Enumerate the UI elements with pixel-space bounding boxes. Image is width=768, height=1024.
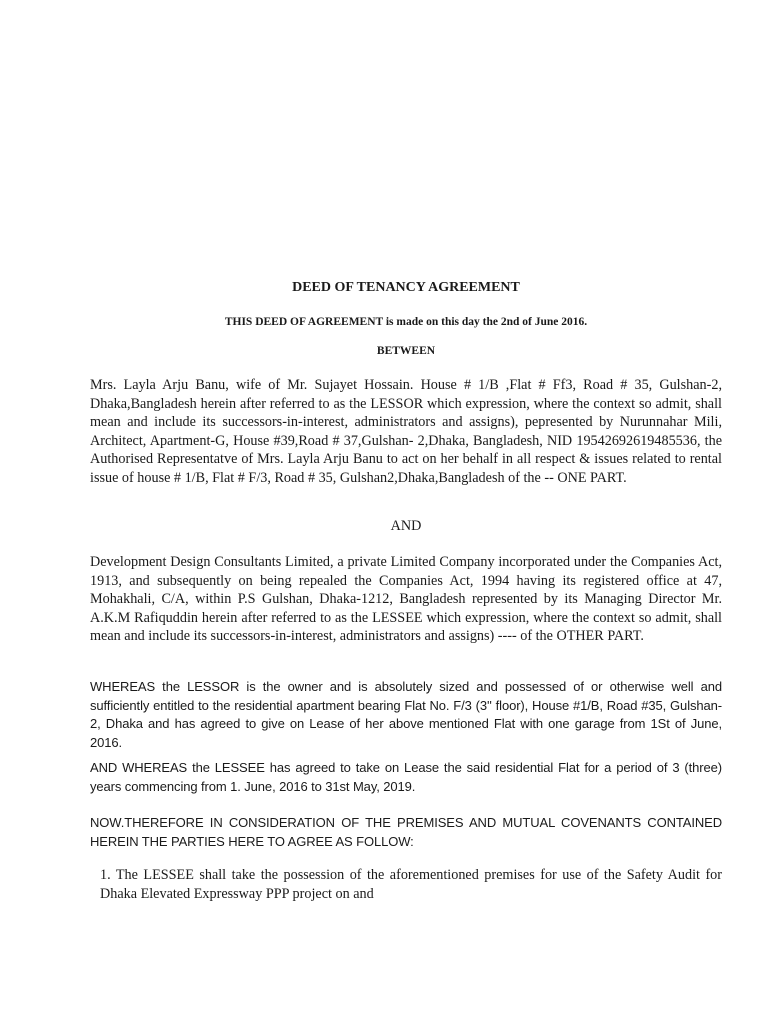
whereas-paragraph-2: AND WHEREAS the LESSEE has agreed to take on Lease the said residential Flat for a period of 3 (three) years commencing from 1. June, 2016 to 31st May, 2019. <box>90 760 722 794</box>
clause-number: 1. <box>100 867 111 883</box>
clause-list <box>100 866 722 903</box>
lessee-paragraph: Development Design Consultants Limited, a private Limited Company incorporated under the Companies Act, 1913, and subsequently on being repealed the Companies Act, 1994 having its registered office at 47, Mohakhali, C/A, within P.S Gulshan, Dhaka-1212, Bangladesh represented by its Managing Director Mr. A.K.M Rafiquddin herein after referred to as the LESSEE which expression, where the context so admit, shall mean and include its successors-in-interest, administrators and assigns) ---- of the OTHER PART. <box>90 554 722 644</box>
document-title: DEED OF TENANCY AGREEMENT <box>292 280 520 295</box>
document-page <box>90 0 722 1024</box>
lessor-paragraph: Mrs. Layla Arju Banu, wife of Mr. Sujayet Hossain. House # 1/B ,Flat # Ff3, Road # 35, Gulshan-2, Dhaka,Bangladesh herein after referred to as the LESSOR which expression, where the context so admit, shall mean and include its successors-in-interest, administrators and assigns), pepresented by Nurunnahar Mili, Architect, Apartment-G, House #39,Road # 37,Gulshan- 2,Dhaka, Bangladesh, NID 19542692619485536, the Authorised Representatve of Mrs. Layla Arju Banu to act on her behalf in all respect & issues related to rental issue of house # 1/B, Flat # F/3, Road # 35, Gulshan2,Dhaka,Bangladesh of the -- ONE PART. <box>90 377 722 486</box>
between-heading: BETWEEN <box>376 345 436 357</box>
whereas-paragraph-1: WHEREAS the LESSOR is the owner and is absolutely sized and possessed of or otherwise well and sufficiently entitled to the residential apartment bearing Flat No. F/3 (3'' floor), House #1/B, Road #35, Gulshan-2, Dhaka and has agreed to give on Lease of her above mentioned Flat with one garage from 1St of June, 2016. <box>90 679 722 750</box>
therefore-paragraph: NOW.THEREFORE IN CONSIDERATION OF THE PREMISES AND MUTUAL COVENANTS CONTAINED HEREIN THE PARTIES HERE TO AGREE AS FOLLOW: <box>90 815 722 849</box>
document-subtitle: THIS DEED OF AGREEMENT is made on this day the 2nd of June 2016. <box>224 316 588 328</box>
and-heading: AND <box>390 518 422 534</box>
clause-text: The LESSEE shall take the possession of the aforementioned premises for use of the Safety Audit for Dhaka Elevated Expressway PPP project on and <box>100 867 723 902</box>
clause-item <box>100 866 722 903</box>
